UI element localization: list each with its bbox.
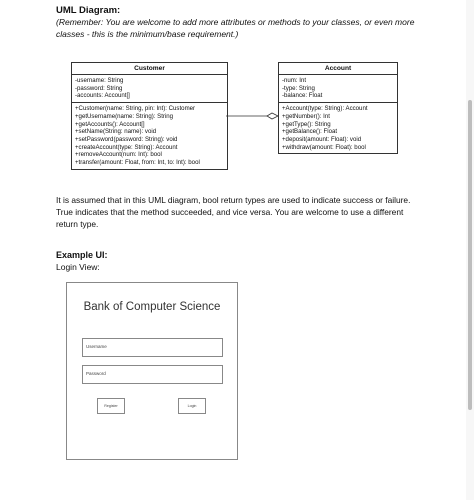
uml-method: +getType(): String: [282, 120, 331, 128]
uml-method: +withdraw(amount: Float): bool: [282, 143, 366, 151]
scrollbar-thumb[interactable]: [468, 100, 472, 410]
uml-class-account: [278, 62, 398, 154]
uml-attribute: -num: Int: [282, 77, 307, 84]
uml-method: +createAccount(type: String): Account: [75, 143, 178, 151]
password-placeholder: Password: [86, 371, 106, 376]
section-title: UML Diagram:: [56, 5, 121, 16]
uml-class-name: Account: [279, 63, 397, 75]
assumption-paragraph: It is assumed that in this UML diagram, bool return types are used to indicate success or failure. True indicates that the method succeeded, and vice versa. You are welcome to use a different return type.: [56, 195, 411, 229]
uml-method: +getUsername(name: String): String: [75, 112, 174, 120]
uml-method: +getNumber(): Int: [282, 112, 330, 120]
uml-attribute: -balance: Float: [282, 92, 323, 100]
uml-method: +setName(String: name): void: [75, 128, 157, 136]
uml-methods: [72, 103, 227, 169]
uml-method: +transfer(amount: Float, from: Int, to: Int): bool: [75, 159, 200, 167]
uml-attribute: -password: String: [75, 84, 123, 92]
aggregation-connector: [226, 108, 280, 120]
uml-method: +deposit(amount: Float): void: [282, 135, 362, 143]
example-title: Example UI:: [56, 250, 108, 260]
login-view-mockup: [66, 282, 238, 460]
requirement-note: (Remember: You are welcome to add more attributes or methods to your classes, or even more classes - this is the minimum/base requirement.): [56, 17, 415, 39]
uml-class-name: Customer: [72, 63, 227, 75]
register-button[interactable]: Register: [97, 398, 125, 414]
uml-attributes: [72, 75, 227, 103]
aggregation-diamond-icon: [267, 113, 278, 119]
username-placeholder: Username: [86, 344, 107, 349]
uml-method: +Customer(name: String, pin: Int): Customer: [75, 105, 196, 113]
example-subtitle: Login View:: [56, 262, 100, 272]
uml-methods: [279, 103, 397, 153]
uml-method: +getBalance(): Float: [282, 128, 338, 136]
uml-attribute: -accounts: Account[]: [75, 92, 130, 100]
login-button[interactable]: Login: [178, 398, 206, 414]
password-field[interactable]: [82, 365, 223, 384]
uml-attribute: -type: String: [282, 84, 315, 92]
uml-method: +Account(type: String): Account: [282, 105, 368, 113]
uml-attribute: -username: String: [75, 77, 124, 84]
uml-method: +setPassword(password: String): void: [75, 135, 178, 143]
uml-method: +getAccounts(): Account[]: [75, 120, 145, 128]
uml-attributes: [279, 75, 397, 103]
uml-class-customer: [71, 62, 228, 170]
uml-method: +removeAccount(num: Int): bool: [75, 151, 162, 159]
username-field[interactable]: [82, 338, 223, 357]
login-title: Bank of Computer Science: [83, 301, 221, 313]
